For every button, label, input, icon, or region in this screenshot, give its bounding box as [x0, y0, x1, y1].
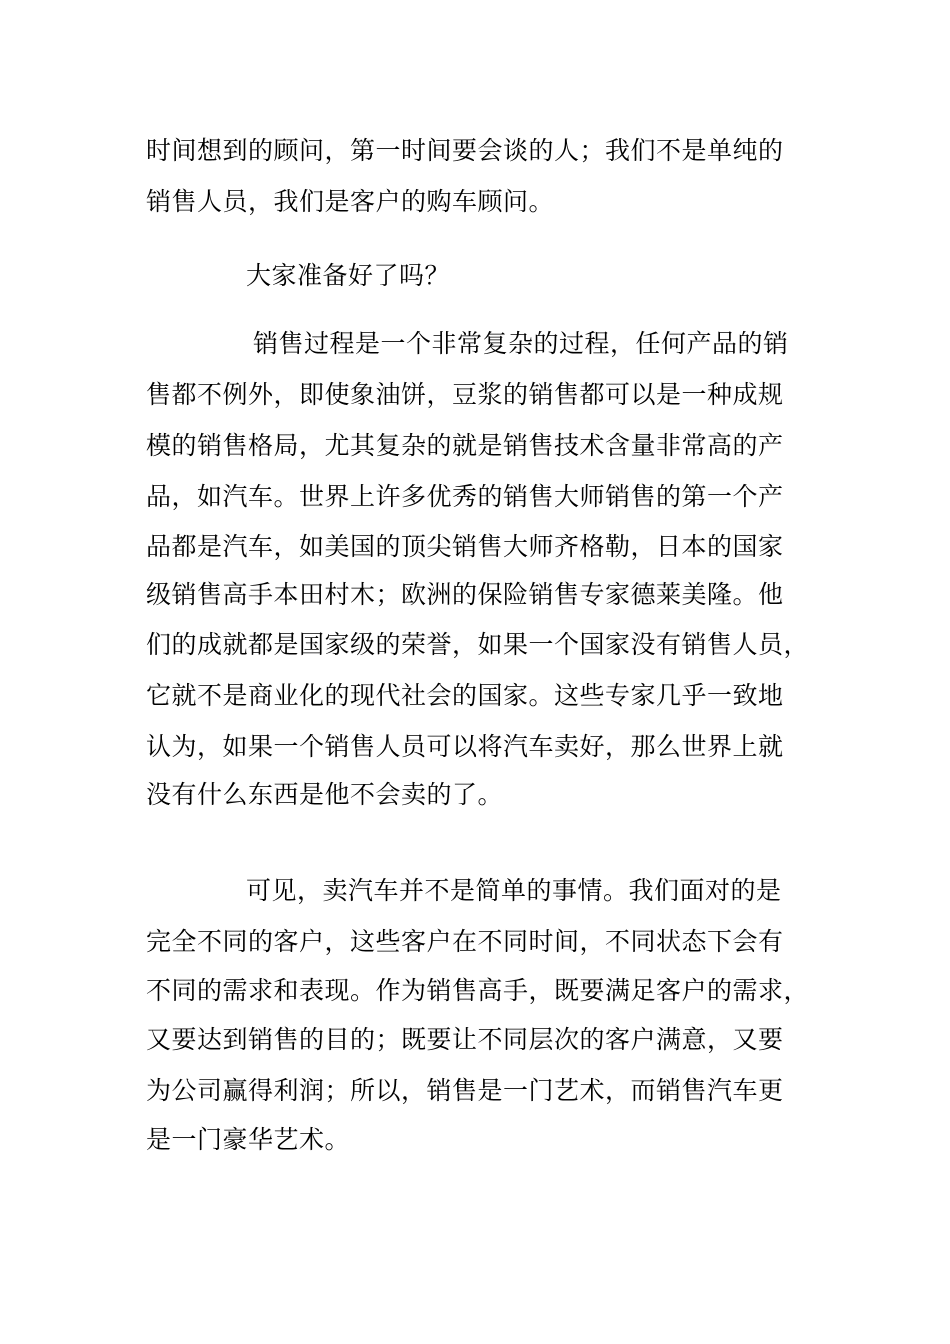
text-line: 又要达到销售的目的；既要让不同层次的客户满意，又要 [146, 1025, 784, 1054]
text-line: 销售人员，我们是客户的购车顾问。 [146, 187, 555, 216]
text-line: 没有什么东西是他不会卖的了。 [146, 780, 504, 809]
text-line: 完全不同的客户，这些客户在不同时间，不同状态下会有 [146, 927, 784, 956]
text-line: 品都是汽车，如美国的顶尖销售大师齐格勒，日本的国家 [146, 532, 784, 561]
text-line: 销售过程是一个非常复杂的过程，任何产品的销 [253, 329, 789, 358]
text-line: 是一门豪华艺术。 [146, 1125, 351, 1154]
text-line: 认为，如果一个销售人员可以将汽车卖好，那么世界上就 [146, 732, 784, 761]
text-line: 级销售高手本田村木；欧洲的保险销售专家德莱美隆。他 [146, 580, 784, 609]
text-line: 为公司赢得利润；所以，销售是一门艺术，而销售汽车更 [146, 1076, 784, 1105]
text-line: 时间想到的顾问，第一时间要会谈的人；我们不是单纯的 [146, 136, 784, 165]
text-line: 可见，卖汽车并不是简单的事情。我们面对的是 [246, 876, 782, 905]
text-line: 们的成就都是国家级的荣誉，如果一个国家没有销售人员， [146, 630, 810, 659]
text-line: 品，如汽车。世界上许多优秀的销售大师销售的第一个产 [146, 482, 784, 511]
text-line: 大家准备好了吗？ [246, 261, 451, 290]
text-line: 它就不是商业化的现代社会的国家。这些专家几乎一致地 [146, 681, 784, 710]
text-line: 不同的需求和表现。作为销售高手，既要满足客户的需求， [146, 976, 810, 1005]
text-line: 售都不例外，即使象油饼，豆浆的销售都可以是一种成规 [146, 380, 784, 409]
text-line: 模的销售格局，尤其复杂的就是销售技术含量非常高的产 [146, 431, 784, 460]
